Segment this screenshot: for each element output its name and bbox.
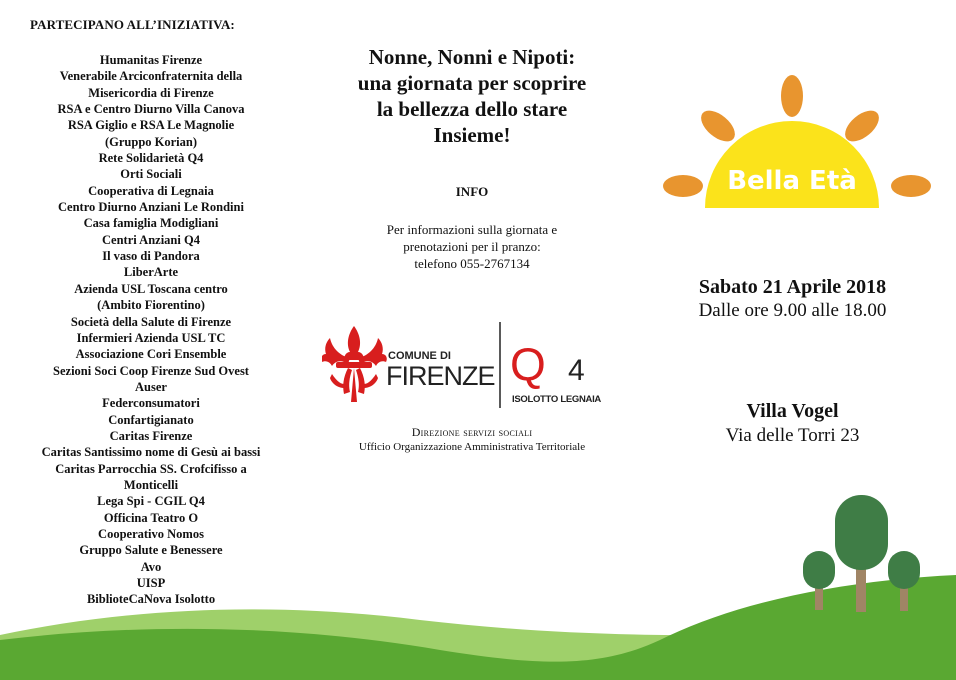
participant-item: Società della Salute di Firenze — [70, 314, 232, 329]
participant-item: Monticelli — [123, 477, 179, 492]
venue-address: Via delle Torri 23 — [725, 425, 860, 446]
participant-item: Cooperativo Nomos — [98, 526, 204, 541]
participant-item: Federconsumatori — [102, 396, 200, 411]
title-line: la bellezza dello stare — [376, 97, 568, 121]
event-date: Sabato 21 Aprile 2018 — [698, 276, 887, 298]
direzione-block — [318, 425, 626, 455]
event-hours: Dalle ore 9.00 alle 18.00 — [698, 300, 887, 321]
direzione-subtitle: Ufficio Organizzazione Amministrativa Territoriale — [358, 441, 586, 453]
firenze-label: FIRENZE — [386, 361, 495, 391]
direzione-title: Direzione servizi sociali — [411, 425, 533, 439]
title-line: Nonne, Nonni e Nipoti: — [368, 45, 576, 69]
institution-logos — [322, 318, 622, 410]
q4-letter: Q — [510, 338, 546, 390]
participants-heading: PARTECIPANO ALL’INIZIATIVA: — [30, 17, 235, 32]
participant-item: Misericordia di Firenze — [88, 85, 214, 100]
info-heading: INFO — [455, 184, 489, 199]
title-line: una giornata per scoprire — [357, 71, 587, 95]
participant-item: Sezioni Soci Coop Firenze Sud Ovest — [53, 363, 249, 378]
participant-item: RSA Giglio e RSA Le Magnolie — [67, 118, 235, 133]
participant-item: Orti Sociali — [120, 167, 182, 182]
landscape-illustration — [0, 490, 956, 680]
participant-item: Centri Anziani Q4 — [102, 232, 200, 247]
bella-eta-logo — [655, 68, 935, 218]
participant-item: Avo — [140, 559, 162, 574]
participant-item: Caritas Parrocchia SS. Crofcifisso a — [55, 461, 247, 476]
participant-item: Humanitas Firenze — [99, 53, 203, 67]
participant-item: Associazione Cori Ensemble — [75, 347, 227, 362]
info-phone: telefono 055-2767134 — [414, 256, 530, 271]
participant-item: Venerabile Arciconfraternita della — [59, 69, 243, 84]
participant-item: Gruppo Salute e Benessere — [79, 543, 223, 558]
q4-number: 4 — [568, 354, 585, 387]
info-line: Per informazioni sulla giornata e — [386, 222, 558, 237]
participant-item: LiberArte — [123, 265, 179, 280]
logo-title: Bella Età — [727, 166, 857, 196]
participant-item: UISP — [136, 576, 166, 590]
participant-item: Caritas Firenze — [109, 428, 193, 443]
title-line: Insieme! — [433, 123, 511, 147]
info-line: prenotazioni per il pranzo: — [403, 239, 541, 254]
venue-name: Villa Vogel — [746, 400, 839, 422]
participant-item: RSA e Centro Diurno Villa Canova — [57, 102, 245, 117]
participant-item: Rete Solidarietà Q4 — [98, 151, 204, 166]
participant-item: Caritas Santissimo nome di Gesù ai bassi — [41, 445, 261, 460]
comune-label: COMUNE DI — [388, 350, 451, 362]
participant-item: Il vaso di Pandora — [102, 249, 200, 264]
participant-item: Confartigianato — [108, 412, 194, 427]
florence-lily-icon — [322, 326, 387, 402]
participant-item: Officina Teatro O — [103, 510, 199, 525]
participant-item: Auser — [135, 379, 167, 394]
participant-item: Cooperativa di Legnaia — [88, 183, 214, 198]
info-text — [318, 221, 626, 272]
participant-item: Centro Diurno Anziani Le Rondini — [58, 200, 244, 215]
participant-item: BiblioteCaNova Isolotto — [86, 592, 216, 607]
participant-item: Azienda USL Toscana centro — [74, 281, 228, 296]
participant-item: (Gruppo Korian) — [104, 134, 198, 149]
participant-item: Infermieri Azienda USL TC — [76, 330, 226, 345]
participant-item: (Ambito Fiorentino) — [97, 298, 205, 313]
q4-subtitle: ISOLOTTO LEGNAIA — [512, 394, 601, 405]
participant-item: Lega Spi - CGIL Q4 — [97, 494, 205, 509]
participant-item: Casa famiglia Modigliani — [83, 216, 219, 231]
event-title — [318, 44, 626, 148]
